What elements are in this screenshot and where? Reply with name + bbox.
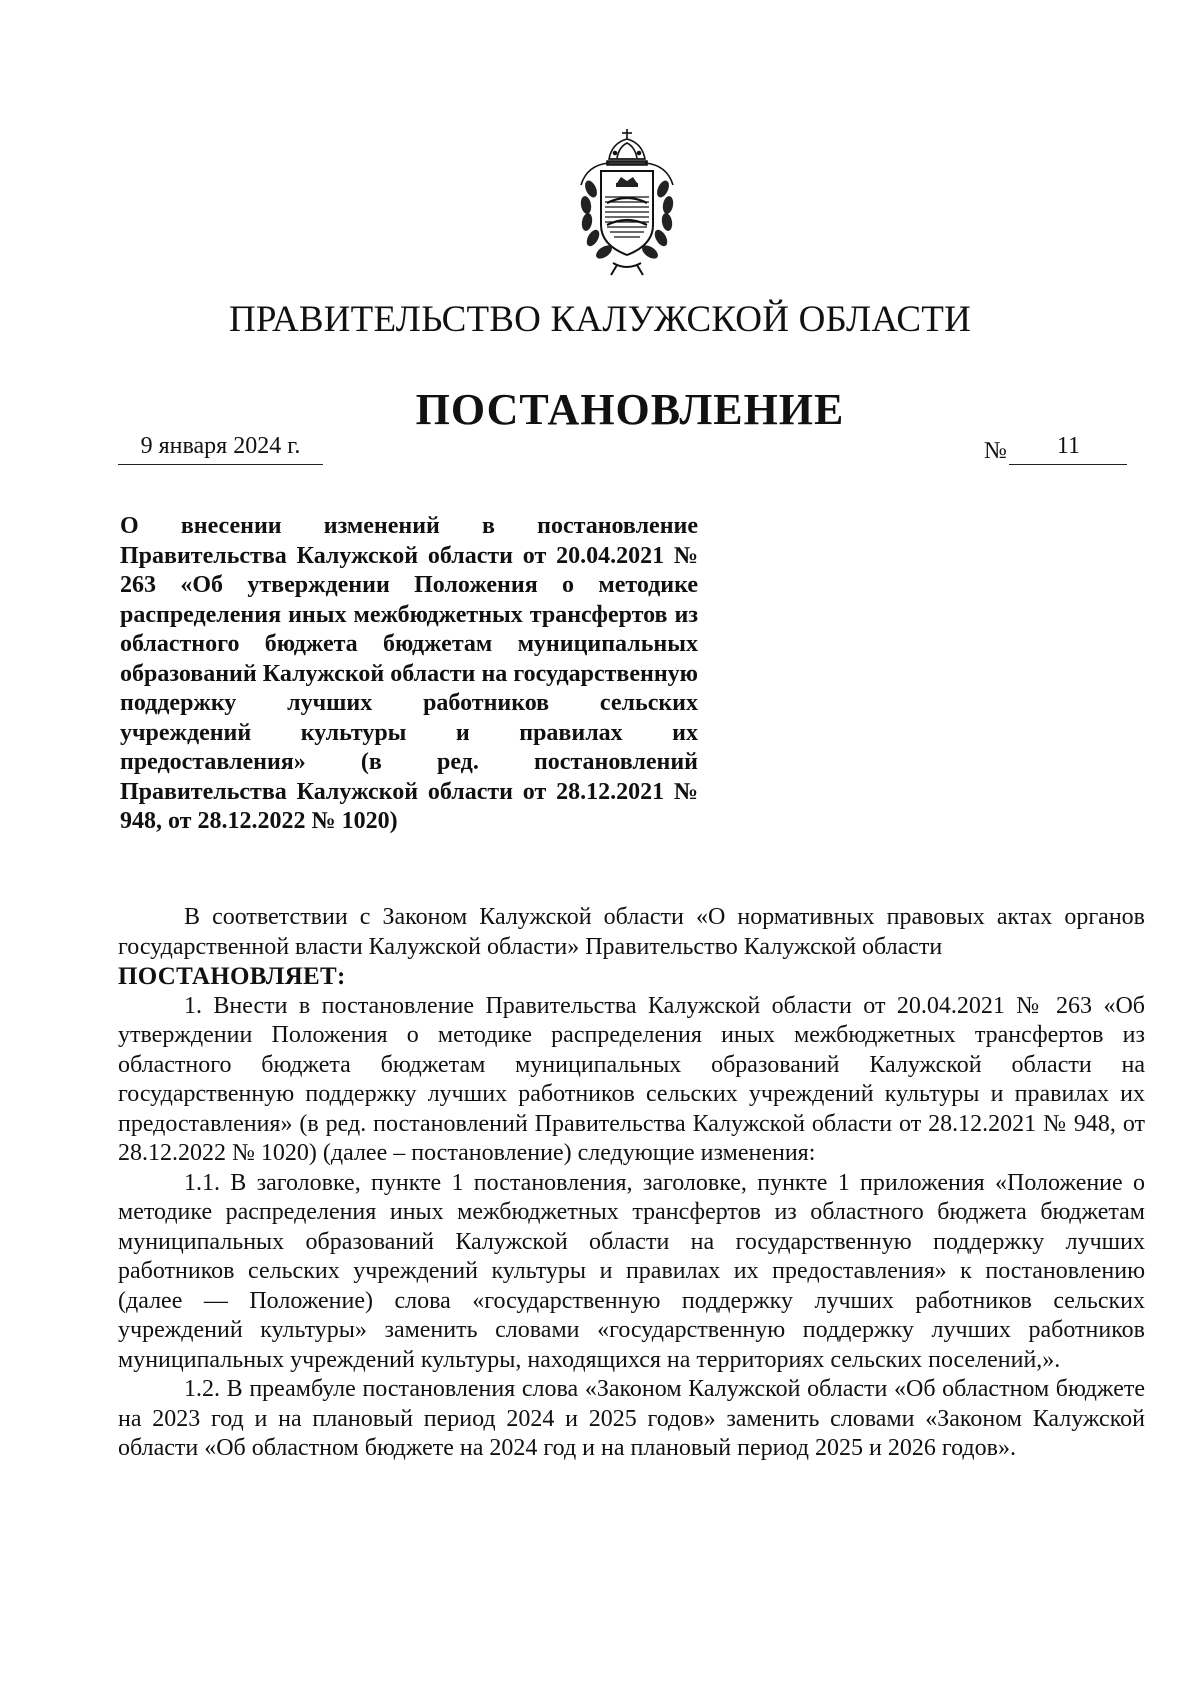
item-1-2-paragraph: 1.2. В преамбуле постановления слова «Законом Калужской области «Об областном бюджете на 2023 год и на плановый период 2024 и 2025 годов» заменить словами «Законом Калужской области «Об областном бюджете на 2024 год и на плановый период 2025 и 2026 годов». bbox=[118, 1376, 1145, 1461]
document-number: 11 bbox=[1009, 433, 1127, 465]
organization-title: ПРАВИТЕЛЬСТВО КАЛУЖСКОЙ ОБЛАСТИ bbox=[228, 299, 971, 340]
number-sign: № bbox=[984, 438, 1007, 464]
document-subject: О внесении изменений в постановление Правительства Калужской области от 20.04.2021 № 263 «Об утверждении Положения о методике распределения иных межбюджетных трансфертов из областного бюджета бюджетам муниципальных образований Калужской области на государственную поддержку лучших работников сельских учреждений культуры и правилах их предоставления» (в ред. постановлений Правительства Калужской области от 28.12.2021 № 948, от 28.12.2022 № 1020) bbox=[120, 513, 698, 834]
decree-word: ПОСТАНОВЛЯЕТ: bbox=[118, 963, 346, 990]
document-number-field bbox=[984, 433, 1127, 465]
item-1-1-paragraph: 1.1. В заголовке, пункте 1 постановления, заголовке, пункте 1 приложения «Положение о методике распределения иных межбюджетных трансфертов из областного бюджета бюджетам муниципальных образований Калужской области на государственную поддержку лучших работников сельских учреждений культуры и правилах их предоставления» к постановлению (далее — Положение) слова «государственную поддержку лучших работников сельских учреждений культуры» заменить словами «государственную поддержку лучших работников муниципальных учреждений культуры, находящихся на территориях сельских поселений,». bbox=[118, 1169, 1145, 1373]
item-1-paragraph: 1. Внести в постановление Правительства Калужской области от 20.04.2021 № 263 «Об утверждении Положения о методике распределения иных межбюджетных трансфертов из областного бюджета бюджетам муниципальных образований Калужской области на государственную поддержку лучших работников сельских учреждений культуры и правилах их предоставления» (в ред. постановлений Правительства Калужской области от 28.12.2021 № 948, от 28.12.2022 № 1020) (далее – постановление) следующие изменения: bbox=[118, 992, 1145, 1166]
document-type-title: ПОСТАНОВЛЕНИЕ bbox=[415, 385, 845, 434]
preamble-text: В соответствии с Законом Калужской области «О нормативных правовых актах органов государственной власти Калужской области» Правительство Калужской области bbox=[118, 904, 1145, 960]
coat-of-arms-icon bbox=[567, 125, 687, 277]
document-body bbox=[118, 903, 1145, 1464]
preamble-paragraph bbox=[118, 903, 1145, 962]
document-date: 9 января 2024 г. bbox=[118, 433, 323, 465]
